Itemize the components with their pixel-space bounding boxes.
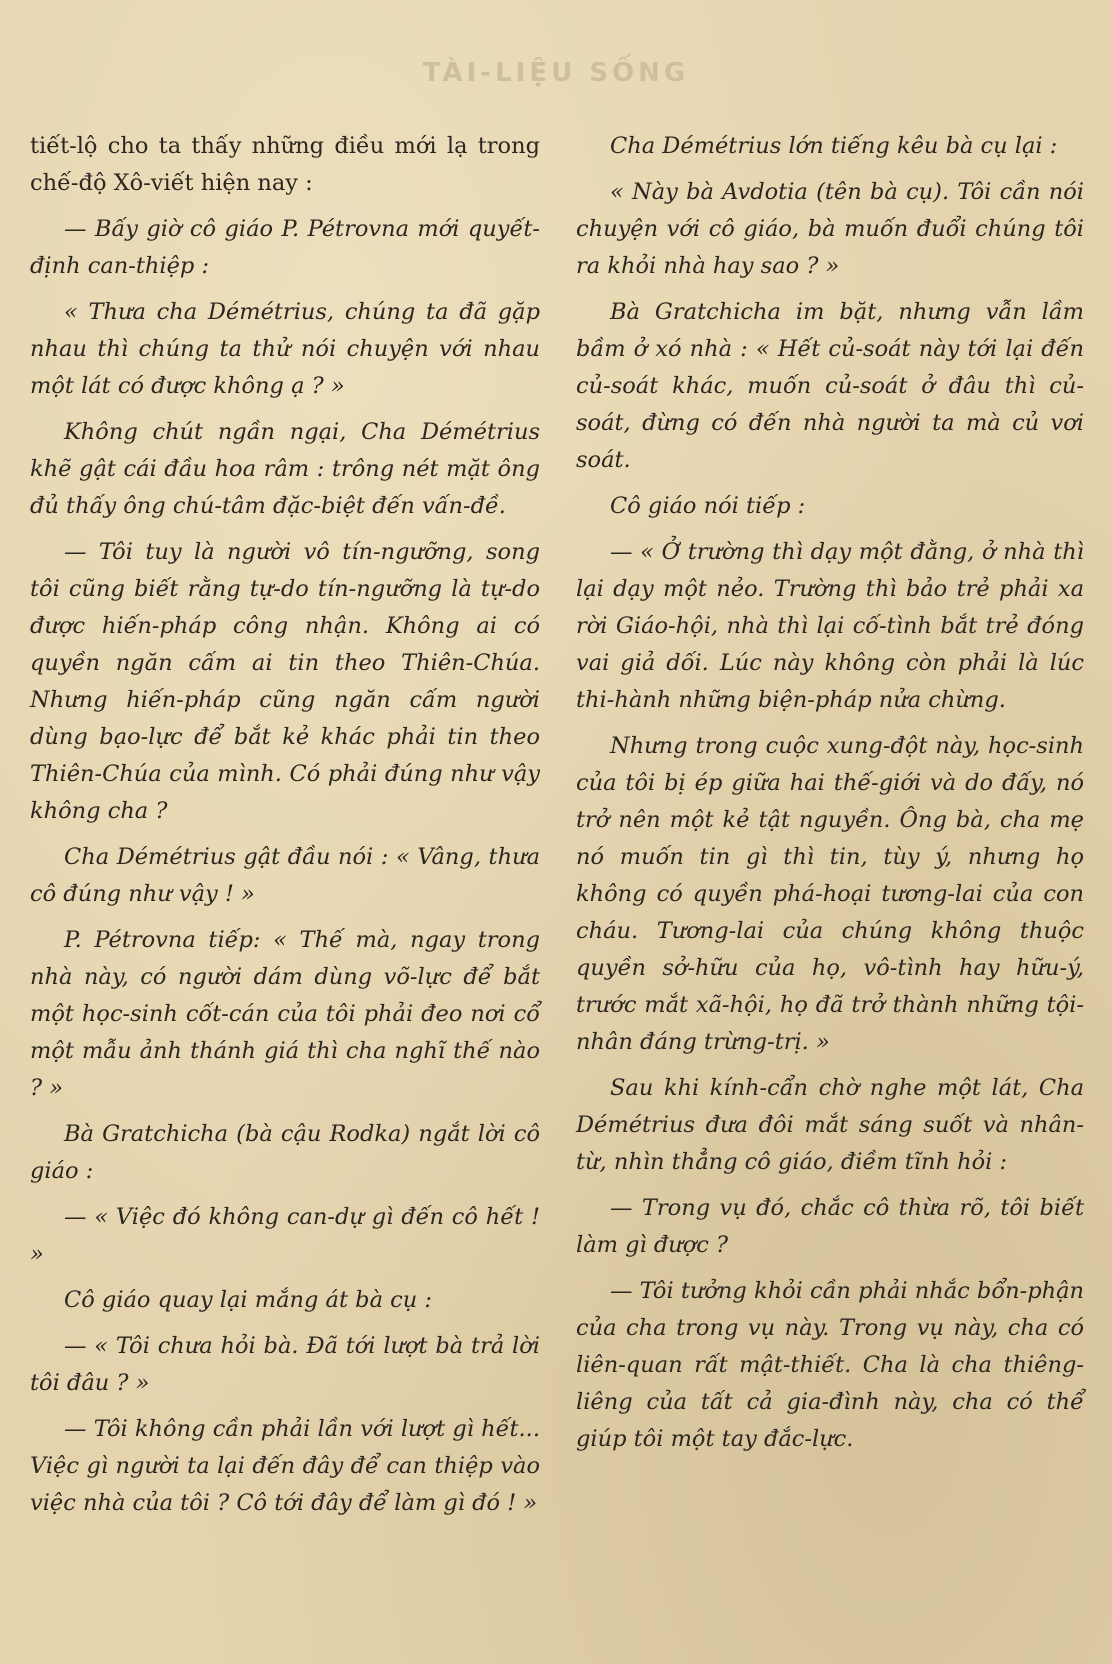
paragraph: — « Tôi chưa hỏi bà. Đã tới lượt bà trả lời tôi đâu ? » xyxy=(30,1333,540,1396)
paragraph: — Tôi tưởng khỏi cần phải nhắc bổn-phận của cha trong vụ này. Trong vụ này, cha có liên-quan rất mật-thiết. Cha là cha thiêng-liêng của tất cả gia-đình này, cha có thể giúp tôi một tay đắc-lực. xyxy=(576,1278,1084,1452)
paragraph: Không chút ngần ngại, Cha Démétrius khẽ gật cái đầu hoa râm : trông nét mặt ông đủ thấy ông chú-tâm đặc-biệt đến vấn-đề. xyxy=(30,419,540,519)
paragraph: — Trong vụ đó, chắc cô thừa rõ, tôi biết làm gì được ? xyxy=(576,1195,1084,1258)
paragraph: — Tôi không cần phải lần với lượt gì hết... Việc gì người ta lại đến đây để can thiệp vào việc nhà của tôi ? Cô tới đây để làm gì đó ! » xyxy=(30,1416,540,1516)
paragraph: — Tôi tuy là người vô tín-ngưỡng, song tôi cũng biết rằng tự-do tín-ngưỡng là tự-do được hiến-pháp công nhận. Không ai có quyền ngăn cấm ai tin theo Thiên-Chúa. Nhưng hiến-pháp cũng ngăn cấm người dùng bạo-lực để bắt kẻ khác phải tin theo Thiên-Chúa của mình. Có phải đúng như vậy không cha ? xyxy=(30,539,540,824)
paragraph: — « Ở trường thì dạy một đằng, ở nhà thì lại dạy một nẻo. Trường thì bảo trẻ phải xa rời Giáo-hội, nhà thì lại cố-tình bắt trẻ đóng vai giả dối. Lúc này không còn phải là lúc thi-hành những biện-pháp nửa chừng. xyxy=(576,539,1084,713)
paragraph: Nhưng trong cuộc xung-đột này, học-sinh của tôi bị ép giữa hai thế-giới và do đấy, nó trở nên một kẻ tật nguyền. Ông bà, cha mẹ nó muốn tin gì thì tin, tùy ý, nhưng họ không có quyền phá-hoại tương-lai của con cháu. Tương-lai của chúng không thuộc quyền sở-hữu của họ, vô-tình hay hữu-ý, trước mắt xã-hội, họ đã trở thành những tội-nhân đáng trừng-trị. » xyxy=(576,733,1084,1055)
paragraph: « Thưa cha Démétrius, chúng ta đã gặp nhau thì chúng ta thử nói chuyện với nhau một lát có được không ạ ? » xyxy=(30,299,540,399)
paragraph: — « Việc đó không can-dự gì đến cô hết ! » xyxy=(30,1204,540,1267)
paragraph: Cô giáo quay lại mắng át bà cụ : xyxy=(64,1287,432,1313)
paragraph: « Này bà Avdotia (tên bà cụ). Tôi cần nói chuyện với cô giáo, bà muốn đuổi chúng tôi ra khỏi nhà hay sao ? » xyxy=(576,179,1084,279)
paragraph: Cô giáo nói tiếp : xyxy=(610,493,806,519)
paragraph: Cha Démétrius lớn tiếng kêu bà cụ lại : xyxy=(610,133,1058,159)
paragraph: Sau khi kính-cẩn chờ nghe một lát, Cha Démétrius đưa đôi mắt sáng suốt và nhân-từ, nhìn thẳng cô giáo, điềm tĩnh hỏi : xyxy=(576,1075,1084,1175)
right-column xyxy=(576,128,1084,1467)
paragraph: Bà Gratchicha (bà cậu Rodka) ngắt lời cô giáo : xyxy=(30,1121,540,1184)
paragraph: P. Pétrovna tiếp: « Thế mà, ngay trong nhà này, có người dám dùng võ-lực để bắt một học-sinh cốt-cán của tôi phải đeo nơi cổ một mẫu ảnh thánh giá thì cha nghĩ thế nào ? » xyxy=(30,927,540,1101)
paragraph: Bà Gratchicha im bặt, nhưng vẫn lầm bầm ở xó nhà : « Hết củ-soát này tới lại đến củ-soát khác, muốn củ-soát ở đâu thì củ-soát, đừng có đến nhà người ta mà củ vơi soát. xyxy=(576,299,1084,473)
paragraph: tiết-lộ cho ta thấy những điều mới lạ trong chế-độ Xô-viết hiện nay : xyxy=(30,133,540,196)
paragraph: Cha Démétrius gật đầu nói : « Vâng, thưa cô đúng như vậy ! » xyxy=(30,844,540,907)
paragraph: — Bấy giờ cô giáo P. Pétrovna mới quyết-định can-thiệp : xyxy=(30,216,540,279)
running-header: TÀI-LIỆU SỐNG xyxy=(422,58,690,88)
left-column xyxy=(30,128,540,1531)
